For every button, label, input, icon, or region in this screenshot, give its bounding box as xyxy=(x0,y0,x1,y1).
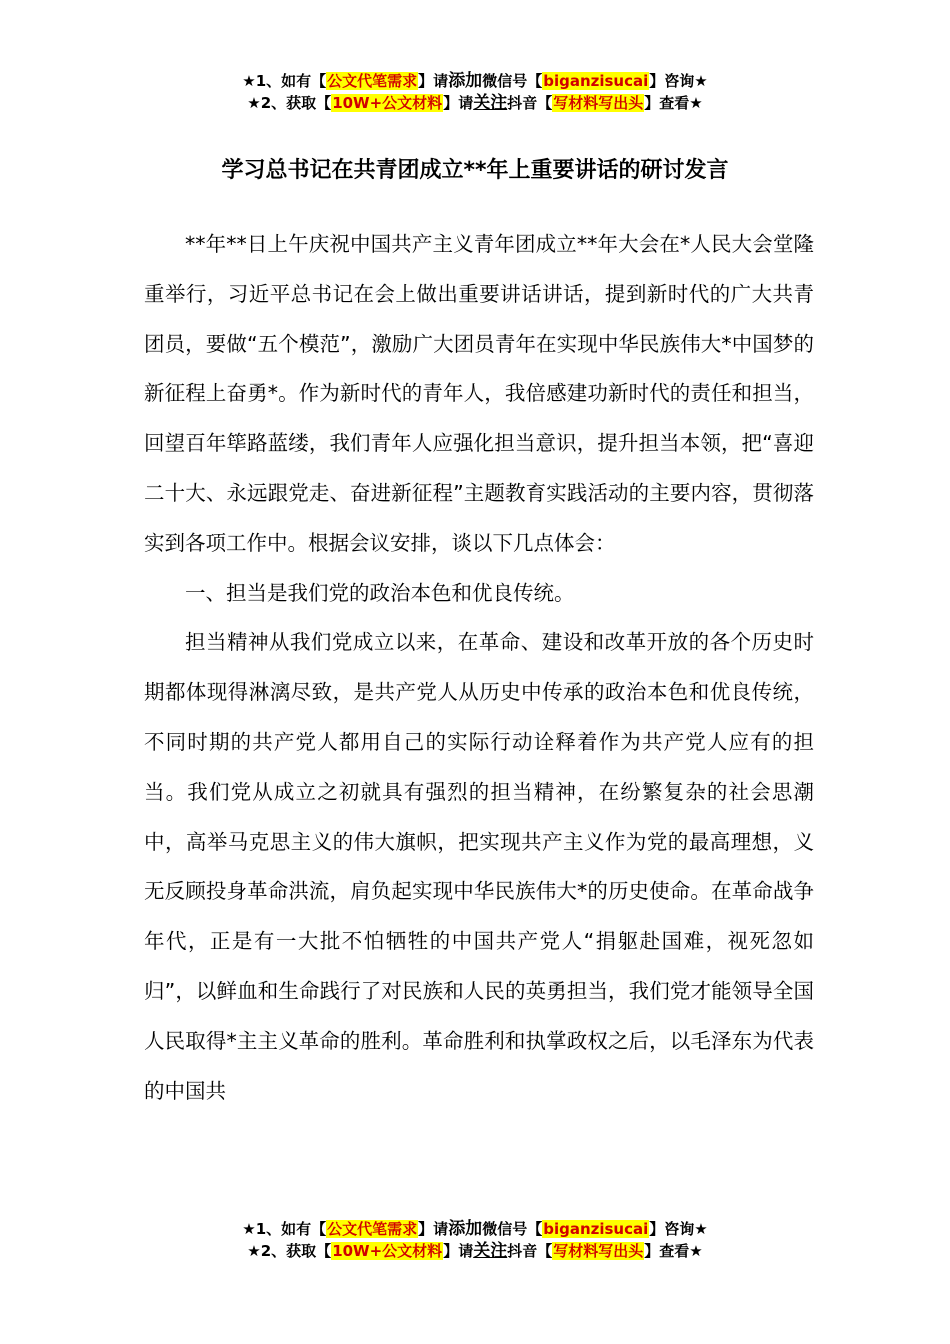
star-icon: ★ xyxy=(247,94,261,112)
star-icon: ★ xyxy=(689,1242,703,1260)
promo-text: 】查看 xyxy=(644,1242,690,1260)
paragraph: **年**日上午庆祝中国共产主义青年团成立**年大会在*人民大会堂隆重举行，习近平总书记在会上做出重要讲话讲话，提到新时代的广大共青团员，要做“五个模范”，激励广大团员青年在实现中华民族伟大*中国梦的新征程上奋勇*。作为新时代的青年人，我倍感建功新时代的责任和担当，回望百年筚路蓝缕，我们青年人应强化担当意识，提升担当本领，把“喜迎二十大、永远跟党走、奋进新征程”主题教育实践活动的主要内容，贯彻落实到各项工作中。根据会议安排，谈以下几点体会： xyxy=(144,232,814,555)
promo-text: 抖音【 xyxy=(507,1242,553,1260)
promo-line-1 xyxy=(0,70,950,92)
douyin-id-highlight: 写材料写出头 xyxy=(553,94,644,112)
star-icon: ★ xyxy=(242,72,256,90)
section-heading: 一、担当是我们党的政治本色和优良传统。 xyxy=(185,580,575,605)
wechat-id-highlight: biganzisucai xyxy=(543,1220,649,1238)
promo-text: 】查看 xyxy=(644,94,690,112)
promo-banner-bottom xyxy=(0,1218,950,1262)
promo-line-2 xyxy=(0,1240,950,1262)
promo-highlight: 10W+公文材料 xyxy=(332,1242,443,1260)
paragraph: 担当精神从我们党成立以来，在革命、建设和改革开放的各个历史时期都体现得淋漓尽致，是共产党人从历史中传承的政治本色和优良传统，不同时期的共产党人都用自己的实际行动诠释着作为共产党人应有的担当。我们党从成立之初就具有强烈的担当精神，在纷繁复杂的社会思潮中，高举马克思主义的伟大旗帜，把实现共产主义作为党的最高理想，义无反顾投身革命洪流，肩负起实现中华民族伟大*的历史使命。在革命战争年代，正是有一大批不怕牺牲的中国共产党人“捐躯赴国难，视死忽如归”，以鲜血和生命践行了对民族和人民的英勇担当，我们党才能领导全国人民取得*主主义革命的胜利。革命胜利和执掌政权之后，以毛泽东为代表的中国共 xyxy=(144,630,814,1103)
star-icon: ★ xyxy=(694,1220,708,1238)
document-body xyxy=(144,220,814,1116)
promo-text: 】咨询 xyxy=(649,72,695,90)
promo-emphasis: 关注 xyxy=(473,1241,508,1261)
promo-text: 】请 xyxy=(418,1220,449,1238)
promo-emphasis: 关注 xyxy=(473,93,508,113)
promo-text: 1、如有【 xyxy=(255,1220,327,1238)
promo-text: 】咨询 xyxy=(649,1220,695,1238)
star-icon: ★ xyxy=(689,94,703,112)
promo-text: 微信号【 xyxy=(482,1220,543,1238)
star-icon: ★ xyxy=(242,1220,256,1238)
promo-text: 】请 xyxy=(443,1242,474,1260)
promo-text: 1、如有【 xyxy=(255,72,327,90)
promo-text: 2、获取【 xyxy=(260,1242,332,1260)
promo-highlight: 公文代笔需求 xyxy=(327,72,418,90)
promo-text: 2、获取【 xyxy=(260,94,332,112)
promo-text: 】请 xyxy=(418,72,449,90)
promo-text: 微信号【 xyxy=(482,72,543,90)
promo-text: 】请 xyxy=(443,94,474,112)
promo-line-1 xyxy=(0,1218,950,1240)
douyin-id-highlight: 写材料写出头 xyxy=(553,1242,644,1260)
promo-line-2 xyxy=(0,92,950,114)
star-icon: ★ xyxy=(694,72,708,90)
star-icon: ★ xyxy=(247,1242,261,1260)
promo-highlight: 10W+公文材料 xyxy=(332,94,443,112)
promo-emphasis: 添加 xyxy=(448,1219,483,1239)
promo-highlight: 公文代笔需求 xyxy=(327,1220,418,1238)
promo-text: 抖音【 xyxy=(507,94,553,112)
promo-banner-top xyxy=(0,70,950,114)
promo-emphasis: 添加 xyxy=(448,71,483,91)
wechat-id-highlight: biganzisucai xyxy=(543,72,649,90)
document-title: 学习总书记在共青团成立**年上重要讲话的研讨发言 xyxy=(221,158,729,183)
